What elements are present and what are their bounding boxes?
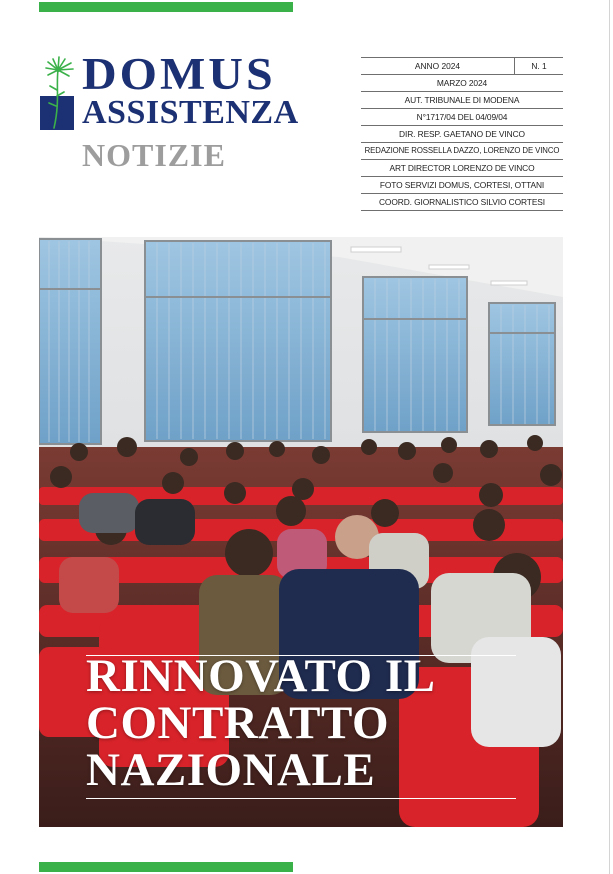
- info-row-foto: [361, 177, 563, 194]
- info-data: MARZO 2024: [436, 78, 488, 88]
- info-row-aut: [361, 92, 563, 109]
- colophon-table: [361, 57, 563, 211]
- headline-line-2: CONTRATTO: [86, 697, 390, 749]
- info-row-data: [361, 75, 563, 92]
- info-redazione: REDAZIONE ROSSELLA DAZZO, LORENZO DE VINCO: [364, 146, 560, 155]
- top-green-bar: [39, 2, 293, 12]
- info-row-art-director: [361, 160, 563, 177]
- info-row-coord: [361, 194, 563, 211]
- headline-rule-bottom: [86, 798, 516, 799]
- info-row-redazione: [361, 143, 563, 160]
- info-coord: COORD. GIORNALISTICO SILVIO CORTESI: [378, 197, 546, 207]
- info-row-registro: [361, 109, 563, 126]
- headline-line-3: NAZIONALE: [86, 744, 376, 796]
- logo: [40, 56, 76, 130]
- info-numero: N. 1: [514, 58, 563, 74]
- palm-plant-icon: [42, 56, 76, 130]
- info-row-anno: [361, 57, 563, 75]
- brand-notizie: NOTIZIE: [82, 137, 226, 173]
- headline-line-1: RINNOVATO IL: [86, 650, 436, 702]
- info-foto: FOTO SERVIZI DOMUS, CORTESI, OTTANI: [379, 180, 545, 190]
- info-anno: ANNO 2024: [414, 61, 461, 71]
- bottom-green-bar: [39, 862, 293, 872]
- info-row-direttore: [361, 126, 563, 143]
- info-direttore: DIR. RESP. GAETANO DE VINCO: [399, 129, 525, 139]
- info-aut: AUT. TRIBUNALE DI MODENA: [404, 95, 520, 105]
- info-art-director: ART DIRECTOR LORENZO DE VINCO: [389, 163, 535, 173]
- page-edge: [609, 0, 610, 874]
- info-registro: N°1717/04 DEL 04/09/04: [416, 112, 508, 122]
- headline: [86, 650, 436, 796]
- brand-domus: DOMUS: [82, 49, 276, 100]
- brand-assistenza: ASSISTENZA: [82, 94, 299, 131]
